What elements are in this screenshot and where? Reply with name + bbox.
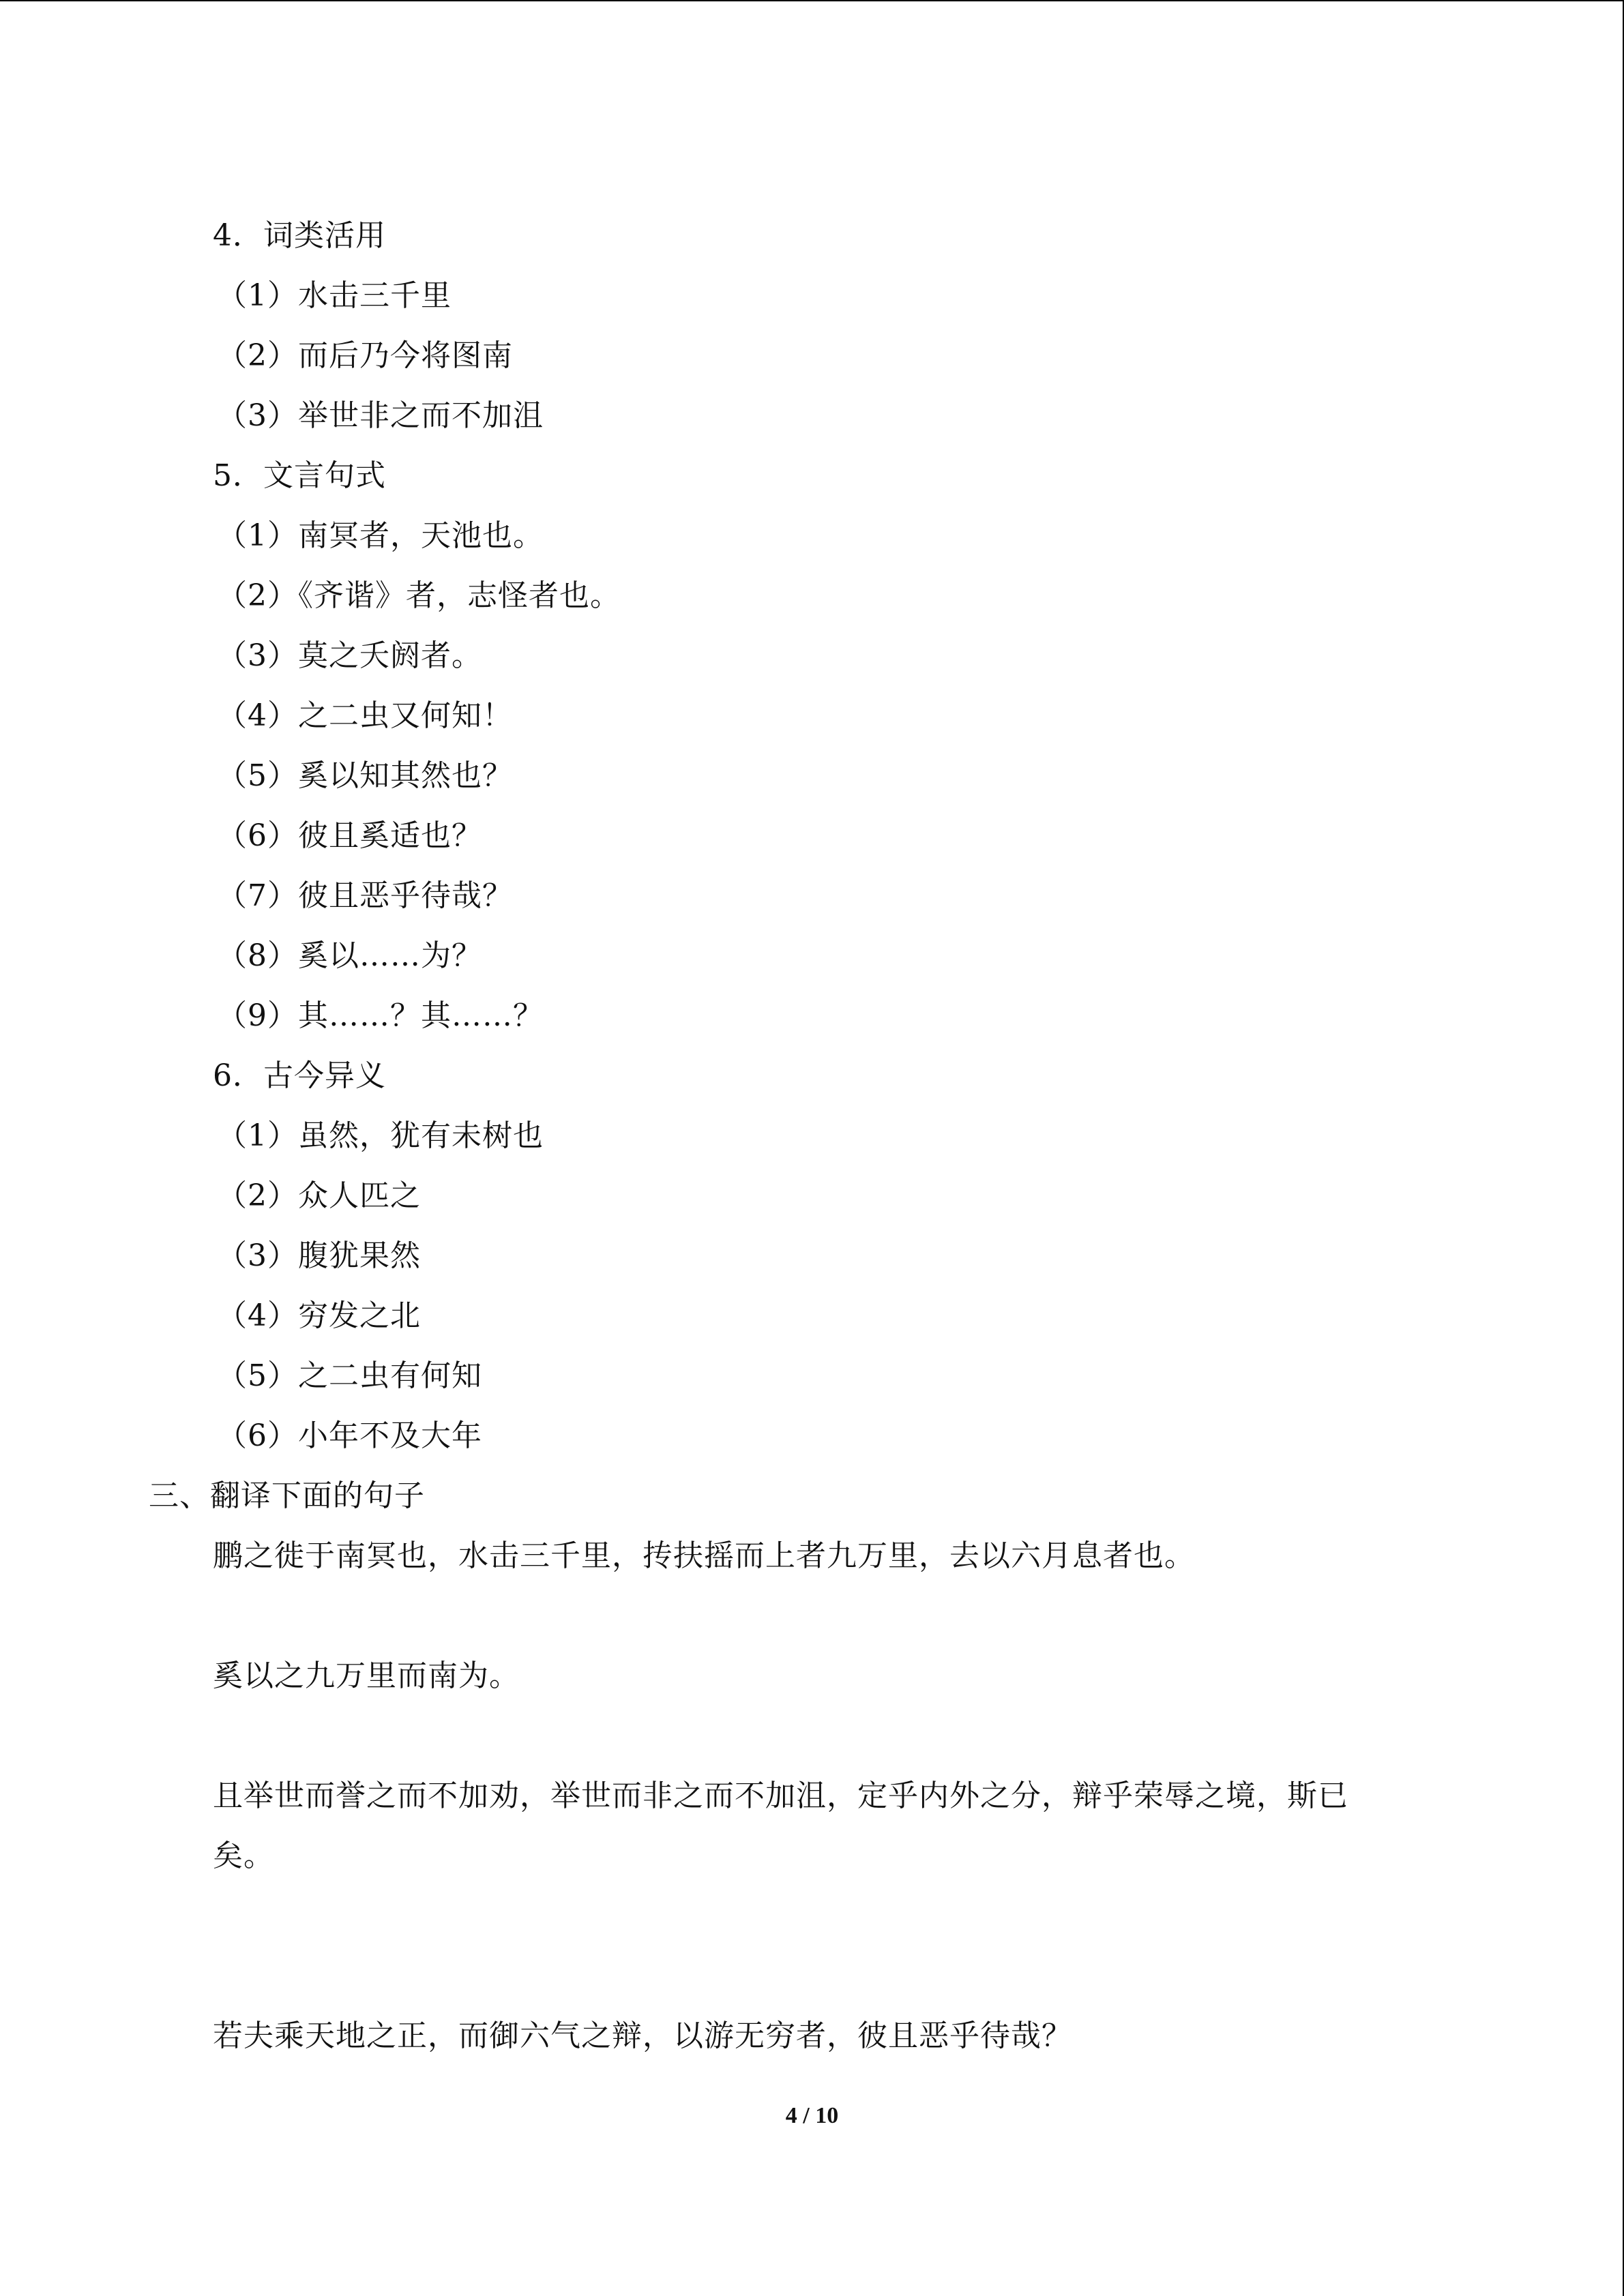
list-item: （9）其……？其……？ xyxy=(217,998,544,1033)
translation-sentence: 奚以之九万里而南为。 xyxy=(213,1658,520,1693)
list-item: （2）《齐谐》者，志怪者也。 xyxy=(217,578,621,613)
list-item: （5）之二虫有何知 xyxy=(217,1358,482,1393)
list-item: （2）众人匹之 xyxy=(217,1178,421,1213)
list-item: （1）虽然，犹有未树也 xyxy=(217,1118,544,1153)
translation-sentence-continuation: 矣。 xyxy=(213,1838,274,1873)
list-item: （4）之二虫又何知！ xyxy=(217,698,513,733)
list-item: （6）小年不及大年 xyxy=(217,1418,482,1453)
list-item: （3）莫之夭阏者。 xyxy=(217,638,482,673)
list-item: （1）水击三千里 xyxy=(217,278,452,313)
page-number: 4 / 10 xyxy=(785,2103,839,2128)
list-item: （3）举世非之而不加沮 xyxy=(217,398,544,433)
list-item: （8）奚以……为？ xyxy=(217,938,482,973)
list-item: （4）穷发之北 xyxy=(217,1298,421,1333)
translation-sentence: 若夫乘天地之正，而御六气之辩，以游无穷者，彼且恶乎待哉？ xyxy=(213,2018,1072,2053)
translation-sentence: 且举世而誉之而不加劝，举世而非之而不加沮，定乎内外之分，辩乎荣辱之境，斯已 xyxy=(213,1778,1348,1813)
list-item: （2）而后乃今将图南 xyxy=(217,338,513,373)
list-item: （1）南冥者，天池也。 xyxy=(217,518,544,553)
list-item: （3）腹犹果然 xyxy=(217,1238,421,1273)
list-item: （5）奚以知其然也？ xyxy=(217,758,513,793)
part-heading-3: 三、翻译下面的句子 xyxy=(149,1478,425,1513)
list-item: （6）彼且奚适也？ xyxy=(217,818,482,853)
section-heading-5: 5．文言句式 xyxy=(213,458,386,493)
translation-sentence: 鹏之徙于南冥也，水击三千里，抟扶摇而上者九万里，去以六月息者也。 xyxy=(213,1538,1195,1573)
list-item: （7）彼且恶乎待哉？ xyxy=(217,878,513,913)
section-heading-6: 6．古今异义 xyxy=(213,1058,386,1093)
section-heading-4: 4．词类活用 xyxy=(213,218,386,253)
